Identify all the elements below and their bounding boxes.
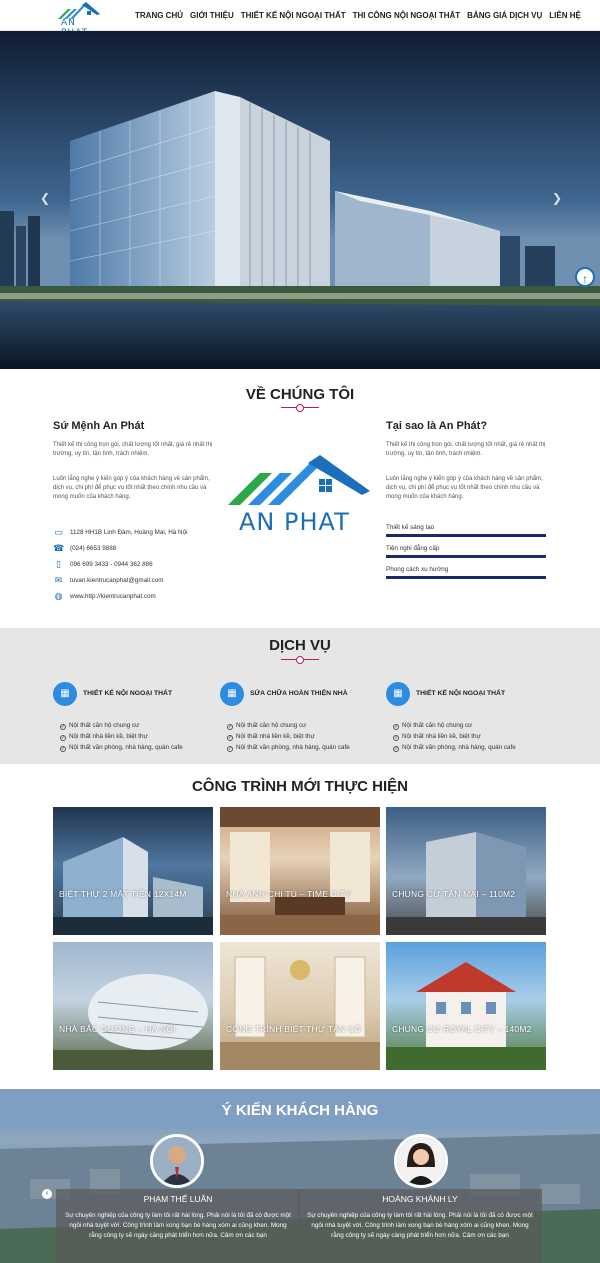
project-image [53, 807, 213, 935]
testimonials-title: Ý KIẾN KHÁCH HÀNG [221, 1102, 379, 1119]
service-repair-icon: ▦ [220, 682, 244, 706]
check-icon: ✓ [61, 735, 66, 741]
project-card-6[interactable] [386, 942, 546, 1070]
avatar [394, 1134, 448, 1188]
avatar-image [397, 1137, 445, 1185]
check-icon: ✓ [61, 746, 66, 752]
title-divider [281, 404, 319, 412]
nav-item-construction[interactable]: THI CÔNG NỘI NGOẠI THẤT [352, 11, 461, 20]
why-item-style[interactable]: Phong cách xu hướng [386, 563, 546, 579]
mail-icon: ✉ [54, 575, 63, 585]
nav-item-home[interactable]: TRANG CHỦ [135, 11, 183, 20]
service-card-title: SỬA CHỮA HOÀN THIỆN NHÀ [250, 690, 348, 697]
slider-next-icon[interactable]: ❯ [552, 191, 563, 205]
mission-paragraph-2: Luôn lắng nghe ý kiến góp ý của khách hàng về sản phẩm, dịch vụ, chi phí để phục vụ tốt nhất theo chính nhu cầu và mong muốn của khách hàng. [53, 476, 210, 500]
service-list-item: ✓ Nội thất văn phòng, nhà hàng, quán cafe [61, 744, 183, 752]
testimonial-text: Sự chuyên nghiệp của công ty làm tôi rất hài lòng. Phải nói là tôi đã có được một ngôi nhà tuyệt vời. Công trình làm xong bạn bè hàng xóm ai cũng khen. Mong rằng công ty sẽ ngày càng phát triển hơn nữa. Cảm ơn các bạn [65, 1212, 291, 1239]
logo-text: AN [61, 18, 76, 28]
testimonial-name: PHẠM THẾ LUÂN [143, 1194, 213, 1204]
project-image [386, 942, 546, 1070]
project-card-5[interactable] [220, 942, 380, 1070]
hero-building-image [0, 31, 600, 369]
service-list-item: ✓ Nội thất nhà liền kề, biệt thự [228, 733, 315, 741]
check-icon: ✓ [61, 724, 66, 730]
service-card-title: THIẾT KẾ NỘI NGOẠI THẤT [416, 690, 506, 697]
project-caption: NHÀ ANH CHI TÚ – TIME CITY [226, 889, 351, 899]
testimonial-text: Sự chuyên nghiệp của công ty làm tôi rất hài lòng. Phải nói là tôi đã có được một ngôi nhà tuyệt vời. Công trình làm xong bạn bè hàng xóm ai cũng khen. Mong rằng công ty sẽ ngày càng phát triển hơn nữa. Cảm ơn các bạn [307, 1212, 533, 1239]
check-icon: ✓ [394, 746, 399, 752]
project-image [53, 942, 213, 1070]
project-caption: CÔNG TRÌNH BIỆT THỰ TÂN CỔ [226, 1024, 362, 1034]
project-card-4[interactable] [53, 942, 213, 1070]
nav-item-about[interactable]: GIỚI THIỆU [190, 11, 234, 20]
check-icon: ✓ [228, 746, 233, 752]
nav-item-contact[interactable]: LIÊN HỆ [549, 11, 581, 20]
mobile-icon: ▯ [56, 559, 61, 569]
check-icon: ✓ [228, 735, 233, 741]
why-item-comfort[interactable]: Tiện nghi đẳng cấp [386, 542, 546, 558]
projects-title: CÔNG TRÌNH MỚI THỰC HIỆN [191, 778, 409, 795]
project-caption: CHUNG CƯ TÂN MAI – 110M2 [392, 889, 516, 899]
services-title: DỊCH VỤ [269, 637, 331, 654]
nav-item-pricing[interactable]: BẢNG GIÁ DỊCH VỤ [467, 11, 543, 20]
logo-mark-large-icon [226, 455, 372, 507]
testimonials-section [0, 1089, 600, 1263]
big-logo-text: AN PHAT [239, 508, 350, 536]
project-card-3[interactable] [386, 807, 546, 935]
globe-icon: ◍ [54, 591, 63, 601]
service-list-item: ✓ Nội thất văn phòng, nhà hàng, quán cafe [228, 744, 350, 752]
logo[interactable] [56, 2, 104, 29]
project-image [386, 807, 546, 935]
project-image [220, 807, 380, 935]
contact-phone: ☎ (024) 6653 9888 [53, 543, 117, 553]
hero-slider[interactable] [0, 31, 600, 369]
why-paragraph-1: Thiết kế thi công trọn gói, chất lượng tốt nhất, giá rẻ nhất thị trường, uy tín, tận tình, trách nhiệm. [386, 442, 546, 457]
service-list-item: ✓ Nội thất nhà liền kề, biệt thự [61, 733, 148, 741]
contact-email[interactable]: ✉ tuvan.kientrucanphat@gmail.com [54, 575, 164, 585]
why-paragraph-2: Luôn lắng nghe ý kiến góp ý của khách hàng về sản phẩm, dịch vụ, chi phí để phục vụ tốt nhất theo chính nhu cầu và mong muốn của khách hàng. [386, 476, 543, 500]
avatar-image [153, 1137, 201, 1185]
project-caption: BIỆT THỰ 2 MẶT TIỀN 12X14M [59, 889, 187, 899]
testimonial-prev-icon[interactable]: ‹ [42, 1189, 52, 1199]
service-design-icon: ▦ [386, 682, 410, 706]
service-list-item: ✓ Nội thất nhà liền kề, biệt thự [394, 733, 481, 741]
testimonial-card-2 [298, 1189, 542, 1263]
title-divider [281, 656, 319, 664]
check-icon: ✓ [228, 724, 233, 730]
service-design-icon: ▦ [53, 682, 77, 706]
phone-icon: ☎ [53, 543, 65, 553]
testimonial-card-1 [56, 1189, 300, 1263]
project-caption: CHUNG CƯ ROYAL CITY – 140M2 [392, 1024, 532, 1034]
service-list-item: ✓ Nội thất văn phòng, nhà hàng, quán cafe [394, 744, 516, 752]
contact-address: ▭ 1128 HH1B Linh Đàm, Hoàng Mai, Hà Nội [54, 527, 188, 537]
project-caption: NHÀ BẮC DƯƠNG – HÀ NỘI [59, 1024, 176, 1034]
project-card-2[interactable] [220, 807, 380, 935]
about-title: VỀ CHÚNG TÔI [245, 386, 355, 403]
site-header [0, 0, 600, 31]
contact-mobile: ▯ 096 699 3433 - 0944 362 886 [53, 559, 153, 569]
check-icon: ✓ [394, 724, 399, 730]
project-image [220, 942, 380, 1070]
testimonial-name: HOÀNG KHÁNH LY [382, 1194, 458, 1204]
avatar [150, 1134, 204, 1188]
check-icon: ✓ [394, 735, 399, 741]
service-list-item: ✓ Nội thất căn hộ chung cư [228, 722, 307, 730]
scroll-top-icon[interactable]: ↑ [575, 267, 595, 287]
slider-prev-icon[interactable]: ❮ [40, 191, 51, 205]
main-nav [135, 0, 588, 31]
mission-title: Sứ Mệnh An Phát [53, 420, 145, 432]
service-list-item: ✓ Nội thất căn hộ chung cư [61, 722, 140, 730]
project-card-1[interactable] [53, 807, 213, 935]
why-item-creative[interactable]: Thiết kế sáng tạo [386, 521, 546, 537]
contact-website[interactable]: ◍ www.http://kientrucanphat.com [54, 591, 156, 601]
why-title: Tại sao là An Phát? [386, 420, 488, 432]
service-list-item: ✓ Nội thất căn hộ chung cư [394, 722, 473, 730]
company-logo-large [226, 455, 372, 537]
mission-paragraph-1: Thiết kế thi công trọn gói, chất lượng tốt nhất, giá rẻ nhất thị trường, uy tín, tận tình, trách nhiệm. [53, 442, 213, 457]
map-icon: ▭ [54, 527, 63, 537]
nav-item-design[interactable]: THIẾT KẾ NỘI NGOẠI THẤT [240, 11, 346, 20]
service-card-title: THIẾT KẾ NỘI NGOẠI THẤT [83, 690, 173, 697]
